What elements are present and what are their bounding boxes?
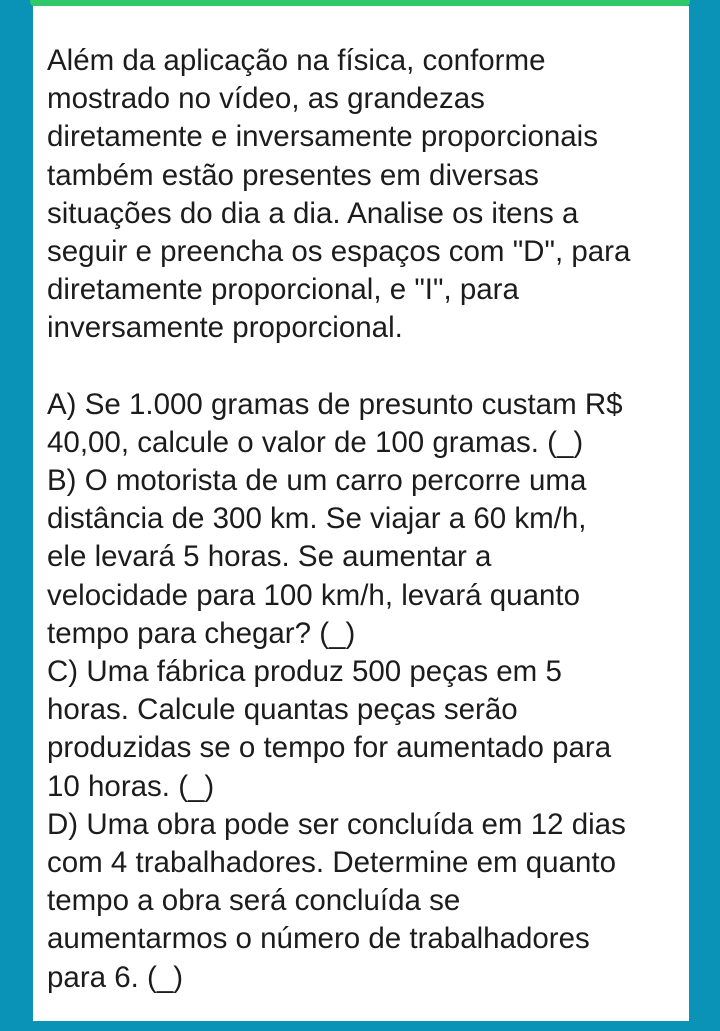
intro-line: situações do dia a dia. Analise os itens a xyxy=(47,196,579,230)
item-line: aumentarmos o número de trabalhadores xyxy=(47,922,590,956)
paragraph-gap xyxy=(47,348,675,386)
item-line: horas. Calcule quantas peças serão xyxy=(47,693,518,727)
intro-line: inversamente proporcional. xyxy=(47,311,403,345)
item-line: distância de 300 km. Se viajar a 60 km/h, xyxy=(47,502,587,536)
intro-line: diretamente proporcional, e "I", para xyxy=(47,273,519,307)
item-c xyxy=(47,653,675,806)
item-line: tempo para chegar? (_) xyxy=(47,616,356,650)
items-list xyxy=(47,386,675,997)
item-line: ele levará 5 horas. Se aumentar a xyxy=(47,540,492,574)
item-line: para 6. (_) xyxy=(47,960,184,994)
item-line: 10 horas. (_) xyxy=(47,769,215,803)
question-card xyxy=(33,6,689,1021)
intro-line: seguir e preencha os espaços com "D", para xyxy=(47,235,631,269)
item-a xyxy=(47,386,675,462)
item-line: C) Uma fábrica produz 500 peças em 5 xyxy=(47,655,562,689)
item-line: com 4 trabalhadores. Determine em quanto xyxy=(47,846,616,880)
item-line: produzidas se o tempo for aumentado para xyxy=(47,731,612,765)
item-line: A) Se 1.000 gramas de presunto custam R$ xyxy=(47,387,623,421)
item-d xyxy=(47,806,675,997)
item-line: B) O motorista de um carro percorre uma xyxy=(47,464,587,498)
intro-line: diretamente e inversamente proporcionais xyxy=(47,120,598,154)
item-line: 40,00, calcule o valor de 100 gramas. (_) xyxy=(47,425,584,459)
intro-line: Além da aplicação na física, conforme xyxy=(47,44,546,77)
item-line: D) Uma obra pode ser concluída em 12 dias xyxy=(47,807,626,841)
item-line: velocidade para 100 km/h, levará quanto xyxy=(47,578,580,612)
item-b xyxy=(47,462,675,653)
intro-line: mostrado no vídeo, as grandezas xyxy=(47,82,485,116)
item-line: tempo a obra será concluída se xyxy=(47,884,461,918)
intro-paragraph xyxy=(47,42,675,348)
intro-line: também estão presentes em diversas xyxy=(47,158,539,192)
